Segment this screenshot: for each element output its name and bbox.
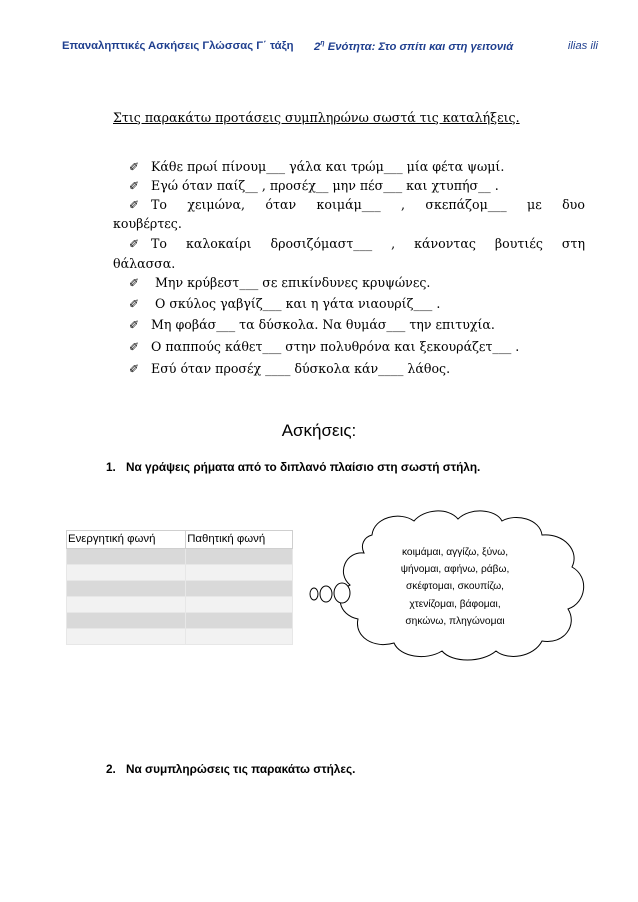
sentence-word: με [527, 197, 542, 212]
table-cell[interactable] [67, 565, 186, 581]
pencil-icon: ✐ [129, 318, 140, 332]
cloud-line: σκέφτομαι, σκουπίζω, [406, 581, 504, 593]
sentence-9 [113, 359, 585, 378]
table-row [67, 629, 293, 645]
voice-table [66, 530, 293, 645]
table-cell[interactable] [186, 549, 293, 565]
pencil-icon: ✐ [129, 276, 140, 290]
sentence-3-justified [113, 195, 585, 215]
sentence-word: κάνοντας [414, 236, 476, 251]
pencil-icon: ✐ [129, 160, 140, 174]
sentence-7 [113, 315, 585, 334]
sentence-3 [113, 195, 585, 214]
sentence-text: Κάθε πρωί πίνουμ___ γάλα και τρώμ___ μία φέτα ψωμί. [151, 159, 505, 174]
table-cell[interactable] [67, 597, 186, 613]
thought-bubble-large [334, 583, 350, 603]
pencil-icon: ✐ [129, 179, 140, 193]
column-header-passive: Παθητική φωνή [186, 531, 293, 549]
sentence-word: στη [561, 236, 585, 251]
sentence-5 [113, 273, 585, 292]
cloud-verb-list [365, 544, 545, 630]
question-number: 2. [106, 762, 116, 776]
sentence-4-justified [113, 234, 585, 254]
sentence-text: Ο παππούς κάθετ___ στην πολυθρόνα και ξεκουράζετ___ . [151, 339, 520, 354]
sentence-8 [113, 337, 585, 356]
thought-bubble-medium [320, 586, 332, 602]
header-author: ilias ili [567, 40, 598, 52]
sentence-text: Εσύ όταν προσέχ ____ δύσκολα κάν____ λάθος. [151, 361, 451, 376]
table-row [67, 581, 293, 597]
sentence-4-continuation: θάλασσα. [113, 256, 176, 271]
exercises-title: Ασκήσεις: [281, 421, 357, 440]
header-unit [314, 40, 513, 53]
sentence-word: δυο [562, 197, 585, 212]
table-cell[interactable] [186, 565, 293, 581]
sentence-text: Μην κρύβεστ___ σε επικίνδυνες κρυψώνες. [151, 275, 431, 290]
header-unit-sup: η [320, 40, 325, 47]
sentence-text: Μη φοβάσ___ τα δύσκολα. Να θυμάσ___ την επιτυχία. [151, 317, 495, 332]
question-1 [106, 460, 480, 474]
sentence-3-continuation: κουβέρτες. [113, 216, 182, 231]
thought-bubble-small [310, 588, 318, 600]
sentence-word-text: Το [151, 197, 167, 212]
cloud-line: ψήνομαι, αφήνω, ράβω, [400, 564, 510, 576]
sentence-word: όταν [265, 197, 297, 212]
pencil-icon: ✐ [129, 237, 140, 251]
table-cell[interactable] [186, 581, 293, 597]
table-row [67, 549, 293, 565]
page-header [62, 40, 598, 56]
sentence-word: κοιμάμ___ [316, 197, 381, 212]
table-cell[interactable] [67, 581, 186, 597]
pencil-icon: ✐ [129, 297, 140, 311]
sentence-text: Εγώ όταν παίζ__ , προσέχ__ μην πέσ___ και χτυπήσ__ . [151, 178, 499, 193]
table-header-row [67, 531, 293, 549]
sentence-6 [113, 294, 585, 313]
pencil-icon: ✐ [129, 198, 140, 212]
table-row [67, 613, 293, 629]
cloud-line: σηκώνω, πληγώνομαι [405, 615, 505, 627]
question-2 [106, 762, 355, 776]
sentence-word: δροσιζόμαστ___ [270, 236, 373, 251]
sentence-text: Ο σκύλος γαβγίζ___ και η γάτα νιαουρίζ___ . [151, 296, 441, 311]
column-header-active: Ενεργητική φωνή [67, 531, 186, 549]
question-text: Να γράψεις ρήματα από το διπλανό πλαίσιο στη σωστή στήλη. [126, 460, 481, 474]
sentence-word [113, 195, 167, 215]
header-title: Επαναληπτικές Ασκήσεις Γλώσσας Γ΄ τάξη [62, 40, 294, 52]
sentence-2 [113, 176, 585, 195]
cloud-line: κοιμάμαι, αγγίζω, ξύνω, [401, 547, 509, 558]
pencil-icon: ✐ [129, 340, 140, 354]
table-row [67, 565, 293, 581]
cloud-line: χτενίζομαι, βάφομαι, [409, 598, 501, 610]
sentence-word-text: Το [151, 236, 167, 251]
table-cell[interactable] [186, 613, 293, 629]
instruction-heading: Στις παρακάτω προτάσεις συμπληρώνω σωστά τις καταλήξεις. [113, 110, 520, 125]
question-number: 1. [106, 460, 116, 474]
header-unit-title: Ενότητα: Στο σπίτι και στη γειτονιά [324, 40, 514, 53]
sentence-word: , [401, 197, 406, 212]
table-cell[interactable] [67, 629, 186, 645]
sentence-word [113, 234, 167, 254]
table-cell[interactable] [67, 613, 186, 629]
sentence-word: σκεπάζομ___ [425, 197, 507, 212]
table-cell[interactable] [186, 629, 293, 645]
table-row [67, 597, 293, 613]
sentence-word: καλοκαίρι [185, 236, 252, 251]
table-cell[interactable] [186, 597, 293, 613]
sentence-4 [113, 234, 585, 253]
table-cell[interactable] [67, 549, 186, 565]
question-text: Να συμπληρώσεις τις παρακάτω στήλες. [126, 762, 356, 776]
header-unit-number: 2 [314, 40, 321, 53]
sentence-word: βουτιές [494, 236, 543, 251]
sentence-1 [113, 157, 585, 176]
sentence-word: , [391, 236, 396, 251]
pencil-icon: ✐ [129, 362, 140, 376]
sentence-word: χειμώνα, [187, 197, 246, 212]
